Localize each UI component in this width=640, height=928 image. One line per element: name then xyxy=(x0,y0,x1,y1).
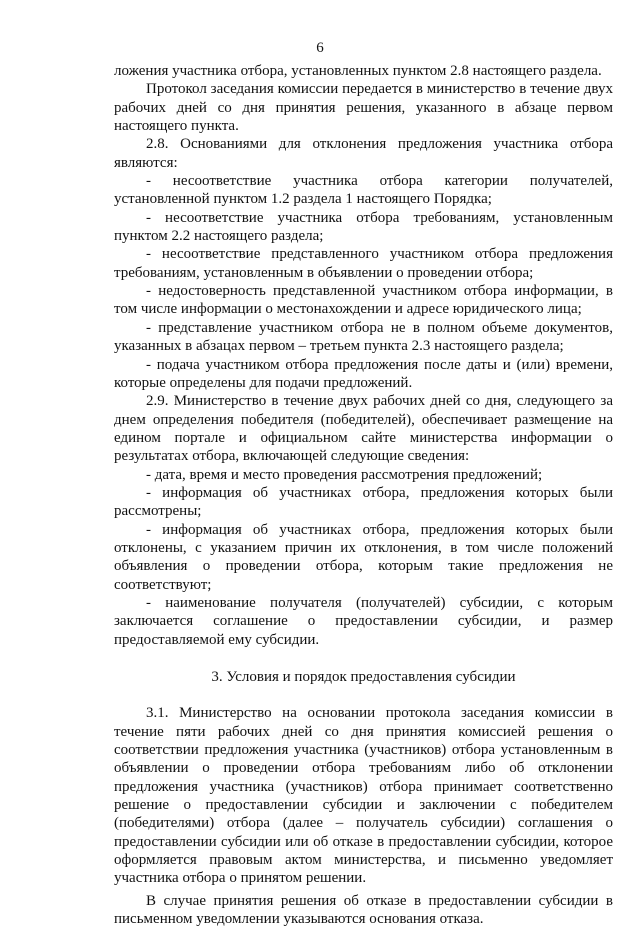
list-item-false-information: - недостоверность представленной участником отбора информации, в том числе информации о местонахождении и адресе юридического лица; xyxy=(114,283,613,318)
paragraph-3-1: 3.1. Министерство на основании протокола заседания комиссии в течение пяти рабочих дней со дня принятия комиссией решения о соответствии предложения участника (участников) отбора установленным в объявлении о проведении отбора требованиям либо об отклонении предложения участника (участников) отбора принимает соответственно решение о предоставлении субсидии и заключении с победителем (победителями) отбора (далее – получатель субсидии) соглашения о предоставлении субсидии или об отказе в предоставлении субсидии, которое оформляется правовым актом министерства, и письменно уведомляет участника отбора о принятом решении. xyxy=(114,705,613,887)
list-item-incomplete-documents: - представление участником отбора не в полном объеме документов, указанных в абзацах первом – третьем пункта 2.3 настоящего раздела; xyxy=(114,319,613,355)
list-item-late-submission: - подача участником отбора предложения после даты и (или) времени, которые определены для подачи предложений. xyxy=(114,356,613,391)
paragraph-2-8: 2.8. Основаниями для отклонения предложения участника отбора являются: xyxy=(114,136,613,171)
paragraph-protocol-transfer: Протокол заседания комиссии передается в министерство в течение двух рабочих дней со дня принятия решения, указанного в абзаце первом настоящего пункта. xyxy=(114,81,613,135)
list-item-reviewed-participants: - информация об участниках отбора, предложения которых были рассмотрены; xyxy=(114,484,613,520)
list-item-requirements-mismatch: - несоответствие участника отбора требованиям, установленным пунктом 2.2 настоящего раздела; xyxy=(114,209,613,245)
list-item-rejected-participants: - информация об участниках отбора, предложения которых были отклонены, с указанием причин их отклонения, в том числе положений объявления о проведении отбора, которым такие предложения не соответствуют; xyxy=(114,521,613,593)
paragraph-refusal-notice: В случае принятия решения об отказе в предоставлении субсидии в письменном уведомлении указываются основания отказа. xyxy=(114,892,613,928)
list-item-category-mismatch: - несоответствие участника отбора категории получателей, установленной пунктом 1.2 раздела 1 настоящего Порядка; xyxy=(114,173,613,208)
page-number: 6 xyxy=(316,40,324,56)
document-body xyxy=(114,62,613,928)
paragraph-continuation: ложения участника отбора, установленных пунктом 2.8 настоящего раздела. xyxy=(114,63,602,79)
section-heading: 3. Условия и порядок предоставления субсидии xyxy=(211,669,516,685)
list-item-proposal-mismatch: - несоответствие представленного участником отбора предложения требованиям, установленным в объявлении о проведении отбора; xyxy=(114,246,613,281)
list-item-date-time-place: - дата, время и место проведения рассмотрения предложений; xyxy=(146,466,543,483)
paragraph-2-9: 2.9. Министерство в течение двух рабочих дней со дня, следующего за днем определения победителя (победителей), обеспечивает размещение на едином портале и официальном сайте министерства информации о результатах отбора, включающей следующие сведения: xyxy=(114,393,613,465)
list-item-recipients: - наименование получателя (получателей) субсидии, с которым заключается соглашение о предоставлении субсидии, и размер предоставляемой ему субсидии. xyxy=(114,594,613,648)
